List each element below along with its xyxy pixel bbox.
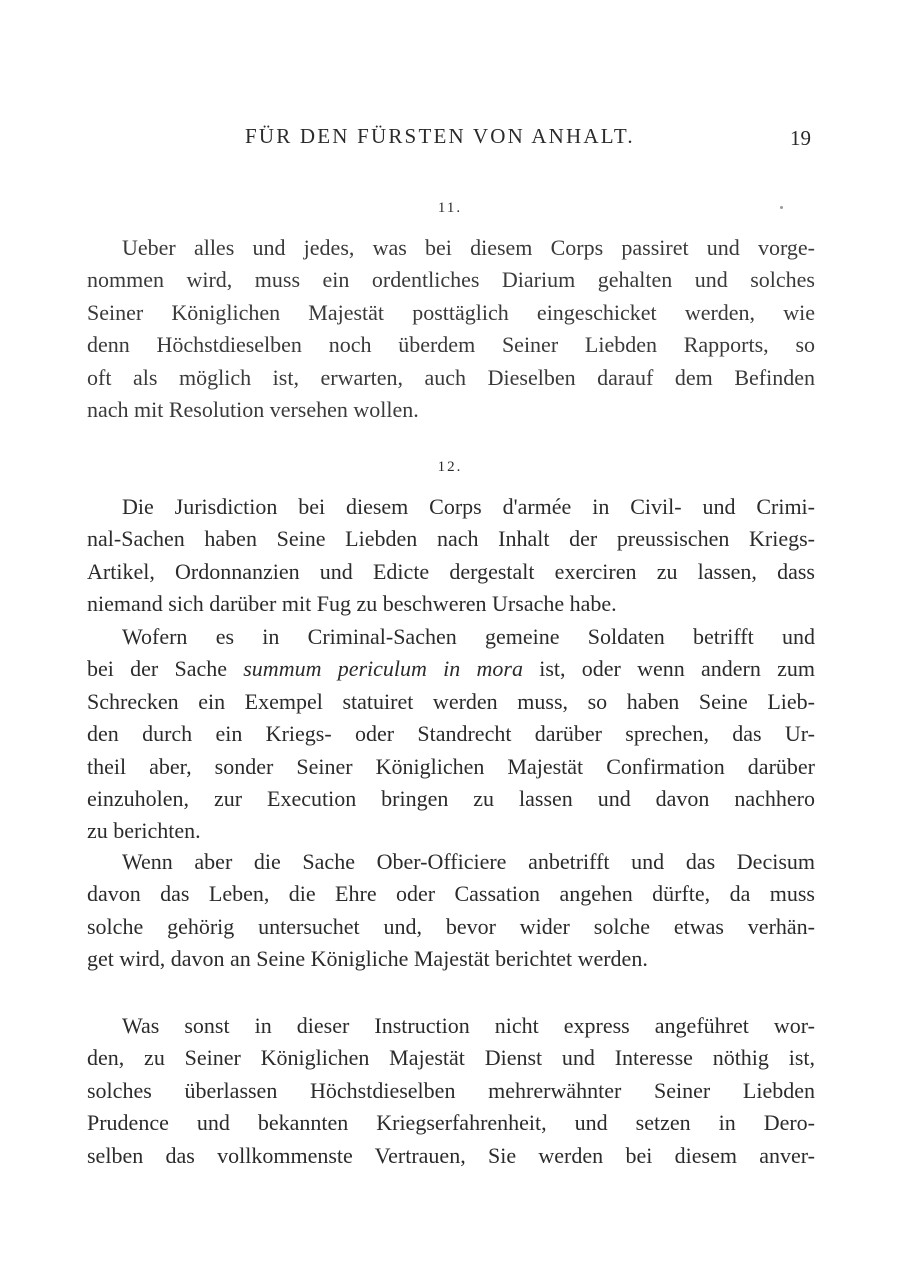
section-number-11: 11. bbox=[437, 200, 463, 216]
text-line: selben das vollkommenste Vertrauen, Sie werden bei diesem anver- bbox=[87, 1142, 815, 1168]
text-line: den durch ein Kriegs- oder Standrecht darüber sprechen, das Ur- bbox=[87, 721, 815, 747]
text-line: Ueber alles und jedes, was bei diesem Corps passiret und vorge- bbox=[122, 235, 815, 260]
text-line: Wenn aber die Sache Ober-Officiere anbetrifft und das Decisum bbox=[122, 849, 815, 874]
text-fragment: ist, oder wenn andern zum bbox=[539, 656, 816, 682]
paragraph-section-12-jurisdiction bbox=[87, 491, 815, 621]
text-line: einzuholen, zur Execution bringen zu lassen und davon nachhero bbox=[87, 785, 815, 811]
text-line: Seiner Königlichen Majestät posttäglich eingeschicket werden, wie bbox=[87, 299, 815, 325]
text-line: Artikel, Ordonnanzien und Edicte dergestalt exerciren zu lassen, dass bbox=[87, 558, 815, 584]
print-speck bbox=[780, 206, 783, 209]
paragraph-section-11 bbox=[87, 232, 815, 426]
text-line: den, zu Seiner Königlichen Majestät Dienst und Interesse nöthig ist, bbox=[87, 1045, 815, 1071]
text-line: solches überlassen Höchstdieselben mehrerwähnter Seiner Liebden bbox=[87, 1077, 815, 1103]
text-line: niemand sich darüber mit Fug zu beschweren Ursache habe. bbox=[87, 591, 617, 617]
text-line: oft als möglich ist, erwarten, auch Dieselben darauf dem Befinden bbox=[87, 364, 815, 390]
running-header bbox=[0, 124, 900, 158]
text-line: Was sonst in dieser Instruction nicht express angeführet wor- bbox=[122, 1013, 815, 1038]
text-line: Wofern es in Criminal-Sachen gemeine Soldaten betrifft und bbox=[122, 624, 815, 649]
text-line: nach mit Resolution versehen wollen. bbox=[87, 396, 419, 422]
text-line: denn Höchstdieselben noch überdem Seiner Liebden Rapports, so bbox=[87, 332, 815, 358]
text-line: Die Jurisdiction bei diesem Corps d'armée in Civil- und Crimi- bbox=[122, 494, 815, 519]
section-number-12: 12. bbox=[437, 459, 463, 475]
text-fragment: bei der Sache bbox=[87, 656, 227, 682]
text-line: davon das Leben, die Ehre oder Cassation angehen dürfte, da muss bbox=[87, 881, 815, 907]
running-title: FÜR DEN FÜRSTEN VON ANHALT. bbox=[245, 124, 635, 148]
text-line: nal-Sachen haben Seine Liebden nach Inhalt der preussischen Kriegs- bbox=[87, 526, 815, 552]
text-line: Prudence und bekannten Kriegserfahrenheit, und setzen in Dero- bbox=[87, 1110, 815, 1136]
text-line: zu berichten. bbox=[87, 818, 201, 844]
paragraph-closing bbox=[87, 1010, 815, 1172]
latin-phrase: summum periculum in mora bbox=[243, 656, 523, 682]
text-line: get wird, davon an Seine Königliche Majestät berichtet werden. bbox=[87, 946, 648, 972]
text-line-with-latin bbox=[87, 653, 815, 685]
text-line: solche gehörig untersuchet und, bevor wider solche etwas verhän- bbox=[87, 913, 815, 939]
page-number: 19 bbox=[790, 126, 811, 150]
text-line: theil aber, sonder Seiner Königlichen Majestät Confirmation darüber bbox=[87, 753, 815, 779]
text-line: nommen wird, muss ein ordentliches Diarium gehalten und solches bbox=[87, 267, 815, 293]
paragraph-section-12-criminal bbox=[87, 621, 815, 848]
paragraph-section-12-officers bbox=[87, 846, 815, 976]
text-line: Schrecken ein Exempel statuiret werden muss, so haben Seine Lieb- bbox=[87, 688, 815, 714]
